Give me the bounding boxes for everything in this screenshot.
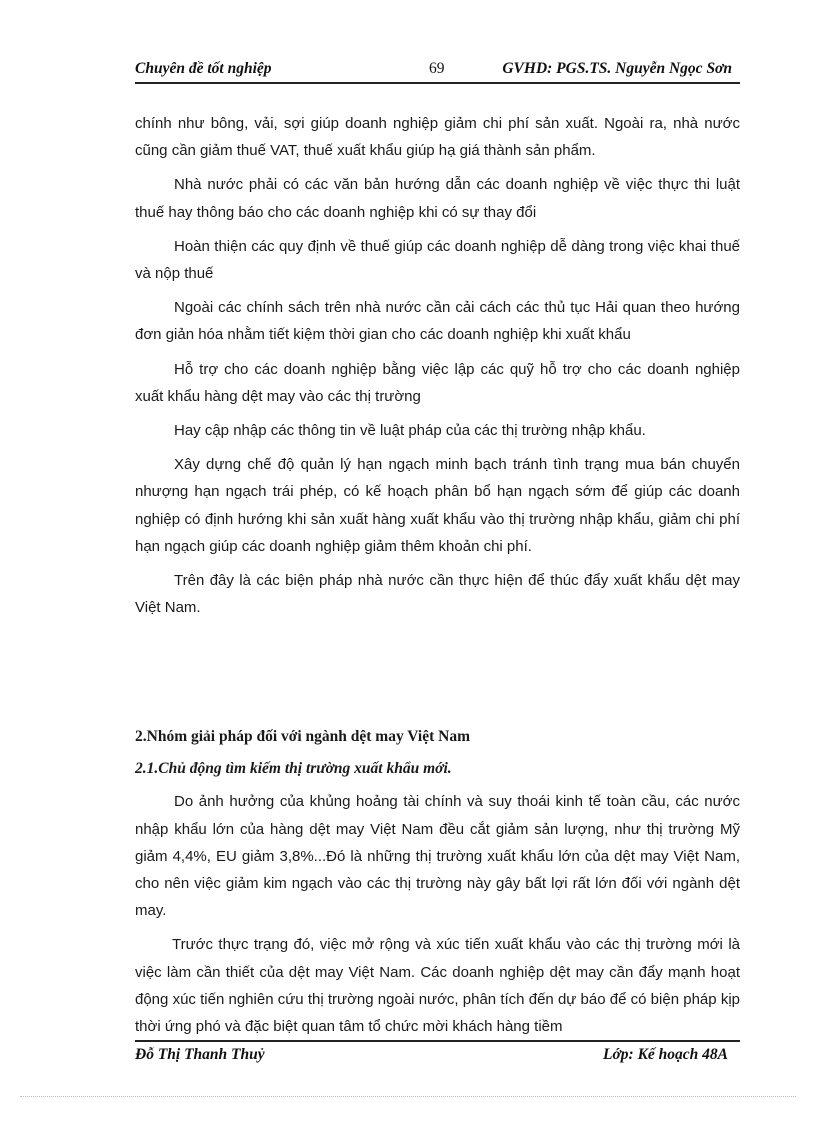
paragraph: Ngoài các chính sách trên nhà nước cần cải cách các thủ tục Hải quan theo hướng đơn giản hóa nhằm tiết kiệm thời gian cho các doanh nghiệp khi xuất khẩu xyxy=(135,299,740,344)
paragraph: Xây dựng chế độ quản lý hạn ngạch minh bạch tránh tình trạng mua bán chuyển nhượng hạn ngạch trái phép, có kế hoạch phân bổ hạn ngạch sớm để giúp các doanh nghiệp có định hướng khi sản xuất hàng xuất khẩu vào thị trường nhập khẩu, giảm chi phí hạn ngạch giúp các doanh nghiệp giảm thêm khoản chi phí. xyxy=(135,456,740,555)
footer-class: Lớp: Kế hoạch 48A xyxy=(603,1046,728,1063)
paragraph: Do ảnh hưởng của khủng hoảng tài chính và suy thoái kinh tế toàn cầu, các nước nhập khẩu lớn của hàng dệt may Việt Nam đều cắt giảm sản lượng, như thị trường Mỹ giảm 4,4%, EU giảm 3,8%...Đó là những thị trường xuất khẩu lớn của dệt may Việt Nam, cho nên việc giảm kim ngạch vào các thị trường này gây bất lợi rất lớn đối với ngành dệt may. xyxy=(135,793,740,920)
header-document-type: Chuyên đề tốt nghiệp xyxy=(135,60,272,77)
header-page-number: 69 xyxy=(429,60,445,77)
paragraph: Nhà nước phải có các văn bản hướng dẫn các doanh nghiệp về việc thực thi luật thuế hay thông báo cho các doanh nghiệp khi có sự thay đổi xyxy=(135,176,740,221)
page-body xyxy=(135,110,740,1047)
paragraph: Hỗ trợ cho các doanh nghiệp bằng việc lập các quỹ hỗ trợ cho các doanh nghiệp xuất khẩu hàng dệt may vào các thị trường xyxy=(135,360,740,405)
spacer xyxy=(135,628,740,723)
page-header xyxy=(135,58,740,84)
paragraph: Hay cập nhập các thông tin về luật pháp của các thị trường nhập khẩu. xyxy=(174,422,646,440)
footer-author: Đỗ Thị Thanh Thuỷ xyxy=(135,1046,265,1063)
section-heading: 2.Nhóm giải pháp đối với ngành dệt may Việt Nam xyxy=(135,728,470,746)
paragraph: Hoàn thiện các quy định về thuế giúp các doanh nghiệp dễ dàng trong việc khai thuế và nộp thuế xyxy=(135,237,740,283)
paragraph: Trên đây là các biện pháp nhà nước cần thực hiện để thúc đẩy xuất khẩu dệt may Việt Nam. xyxy=(135,572,740,617)
page-footer xyxy=(135,1040,740,1068)
paragraph: Trước thực trạng đó, việc mở rộng và xúc tiến xuất khẩu vào các thị trường mới là việc làm cần thiết của dệt may Việt Nam. Các doanh nghiệp dệt may cần đẩy mạnh hoạt động xúc tiến nghiên cứu thị trường ngoài nước, phân tích đến dự báo để có biện pháp kịp thời ứng phó và đặc biệt quan tâm tổ chức mời khách hàng tiềm xyxy=(135,936,740,1036)
page-edge-divider xyxy=(20,1096,796,1097)
paragraph: chính như bông, vải, sợi giúp doanh nghiệp giảm chi phí sản xuất. Ngoài ra, nhà nước cũng cần giảm thuế VAT, thuế xuất khẩu giúp hạ giá thành sản phẩm. xyxy=(135,115,740,160)
header-supervisor: GVHD: PGS.TS. Nguyễn Ngọc Sơn xyxy=(502,60,732,77)
subsection-heading: 2.1.Chủ động tìm kiếm thị trường xuất khẩu mới. xyxy=(135,760,452,778)
